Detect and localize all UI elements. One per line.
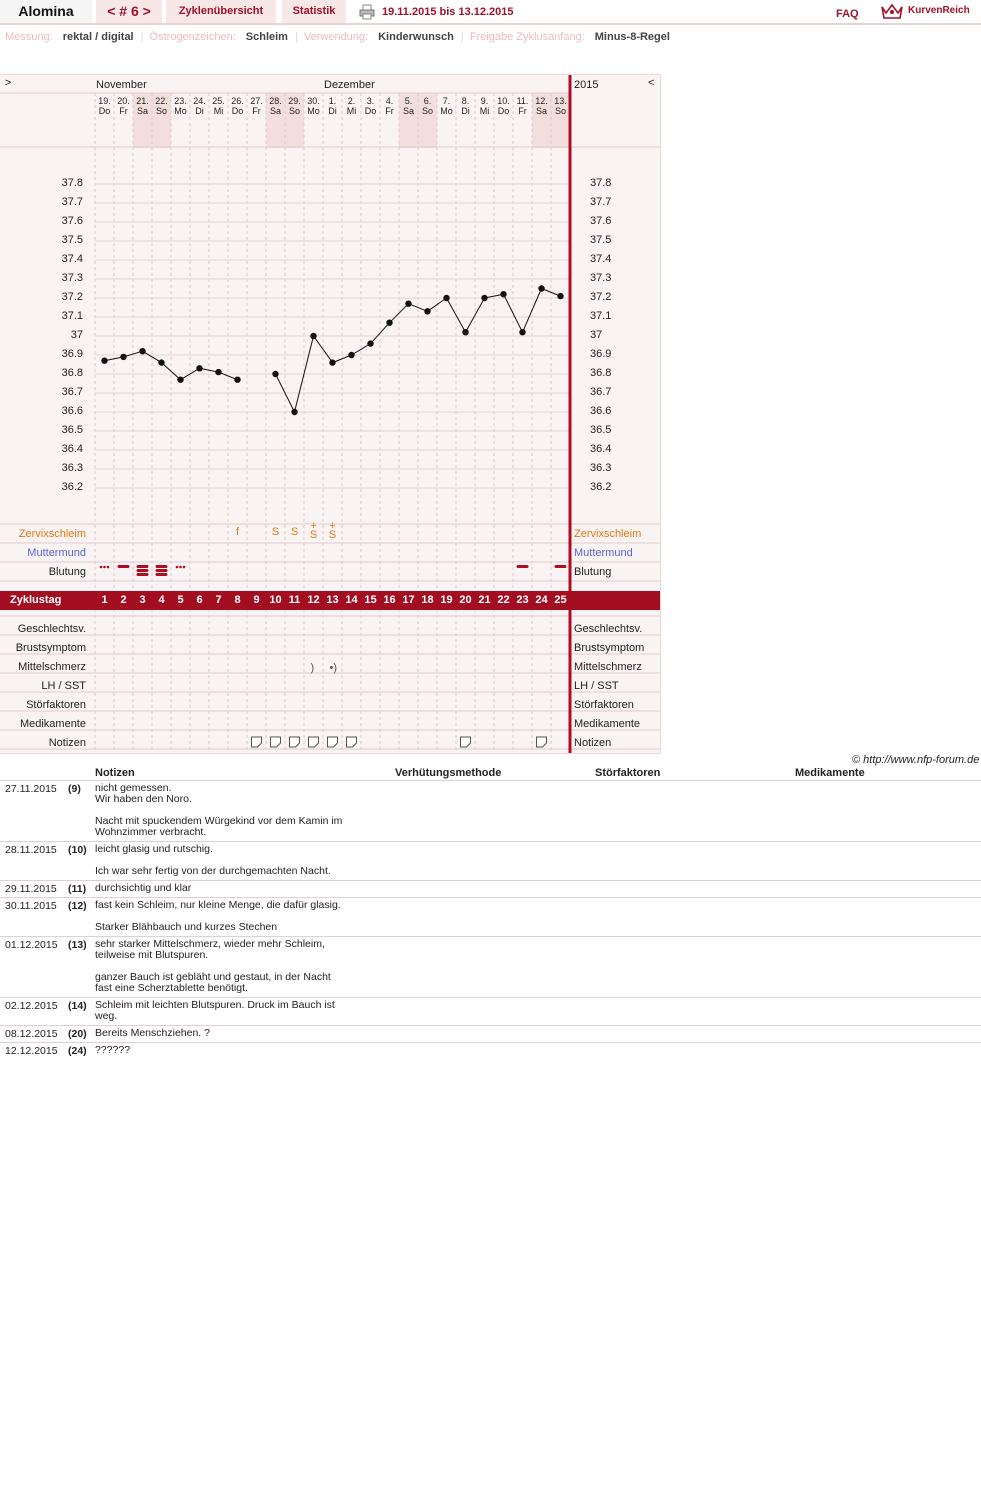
note-icon (328, 737, 338, 747)
day-label: 10. Do (497, 96, 510, 116)
cycle-day-number: 18 (421, 594, 434, 606)
temperature-point (386, 320, 392, 326)
note-cycle-day: (11) (68, 883, 87, 895)
notizen-label: Notizen (48, 737, 86, 749)
zervix-mark: + S (328, 520, 337, 541)
chart-canvas (0, 75, 660, 753)
note-row (0, 780, 981, 842)
date-range: 19.11.2015 bis 13.12.2015 (382, 6, 514, 18)
temperature-point (405, 301, 411, 307)
note-icon (347, 737, 357, 747)
cycle-day-number: 16 (383, 594, 396, 606)
y-tick-left: 37.8 (61, 177, 83, 189)
bleeding-light (118, 565, 130, 568)
temperature-point (481, 295, 487, 301)
bleeding-heavy (156, 565, 168, 568)
printer-icon[interactable] (359, 4, 375, 20)
bleeding-heavy (156, 569, 168, 572)
note-date: 01.12.2015 (5, 939, 58, 951)
day-label: 2. Mi (346, 96, 357, 116)
y-tick-left: 37.2 (61, 291, 83, 303)
cycle-day-number: 2 (120, 594, 127, 606)
note-text: nicht gemessen. Wir haben den Noro. Nacht mit spuckendem Würgekind vor dem Kamin im Wohnzimmer verbracht. (95, 782, 343, 838)
day-label: 6. So (421, 96, 433, 116)
note-icon (309, 737, 319, 747)
day-label: 26. Do (231, 96, 244, 116)
y-tick-left: 36.7 (61, 386, 83, 398)
note-text: sehr starker Mittelschmerz, wieder mehr Schleim, teilweise mit Blutspuren. ganzer Bauch ist gebläht und gestaut, in der Nacht fast eine Scherztablette benötigt. (95, 938, 331, 994)
note-cycle-day: (12) (68, 900, 87, 912)
next-cycle-arrow[interactable]: < (648, 77, 655, 89)
y-tick-right: 37.5 (590, 234, 612, 246)
y-tick-right: 37 (590, 329, 603, 341)
note-text: leicht glasig und rutschig. Ich war sehr fertig von der durchgemachten Nacht. (95, 843, 331, 877)
bleeding-heavy (137, 569, 149, 572)
day-label: 9. Mi (479, 96, 490, 116)
copyright: © http://www.nfp-forum.de (852, 754, 980, 766)
note-text: Schleim mit leichten Blutspuren. Druck im Bauch ist weg. (95, 999, 335, 1022)
temperature-point (348, 352, 354, 358)
day-label: 23. Mo (174, 96, 187, 116)
cycle-day-number: 4 (158, 594, 165, 606)
day-label: 7. Mo (440, 96, 453, 116)
stoer-label-right: Störfaktoren (574, 699, 634, 711)
note-date: 02.12.2015 (5, 1000, 58, 1012)
temperature-point (329, 359, 335, 365)
mittel-label: Mittelschmerz (18, 661, 86, 673)
bleeding-spotting (176, 566, 179, 569)
note-icon (290, 737, 300, 747)
cycle-day-number: 6 (196, 594, 203, 606)
cycle-day-number: 12 (307, 594, 320, 606)
month-december: Dezember (324, 79, 375, 91)
y-tick-right: 37.3 (590, 272, 612, 284)
bleeding-heavy (137, 565, 149, 568)
note-row (0, 880, 981, 898)
cycle-day-number: 7 (215, 594, 222, 606)
y-tick-left: 37.6 (61, 215, 83, 227)
y-tick-right: 36.9 (590, 348, 612, 360)
note-date: 08.12.2015 (5, 1028, 58, 1040)
note-date: 30.11.2015 (5, 900, 57, 912)
zervix-mark: S (290, 526, 299, 538)
cycle-day-number: 23 (516, 594, 529, 606)
y-tick-right: 37.2 (590, 291, 612, 303)
day-label: 21. Sa (136, 96, 149, 116)
temperature-point (538, 285, 544, 291)
stoer-label: Störfaktoren (26, 699, 86, 711)
year-label: 2015 (574, 79, 599, 91)
messung-label: Messung: (5, 31, 53, 43)
day-label: 20. Fr (117, 96, 130, 116)
medi-label: Medikamente (19, 718, 86, 730)
temperature-line (523, 289, 542, 333)
geschlecht-label-right: Geschlechtsv. (574, 623, 643, 635)
y-tick-left: 36.5 (61, 424, 83, 436)
note-icon (271, 737, 281, 747)
blutung-label: Blutung (48, 566, 86, 578)
freigabe-label: Freigabe Zyklusanfang: (469, 31, 585, 43)
verwendung-value: Kinderwunsch (378, 31, 454, 43)
day-label: 22. So (155, 96, 168, 116)
y-tick-left: 36.8 (61, 367, 83, 379)
note-text: fast kein Schleim, nur kleine Menge, die dafür glasig. Starker Blähbauch und kurzes Stechen (95, 899, 341, 933)
y-tick-right: 37.8 (590, 177, 612, 189)
y-tick-right: 36.2 (590, 481, 612, 493)
temperature-line (390, 304, 409, 323)
note-icon (461, 737, 471, 747)
y-tick-right: 36.3 (590, 462, 612, 474)
bleeding-heavy (156, 573, 168, 576)
cycle-day-number: 9 (253, 594, 260, 606)
faq-link[interactable]: FAQ (836, 8, 859, 20)
cycle-day-number: 8 (234, 594, 241, 606)
day-label: 12. Sa (535, 96, 548, 116)
cycle-day-number: 20 (459, 594, 472, 606)
blutung-label-right: Blutung (574, 566, 612, 578)
y-tick-right: 37.4 (590, 253, 612, 265)
user-name: Alomina (0, 0, 92, 23)
medi-label-right: Medikamente (574, 718, 641, 730)
note-date: 28.11.2015 (5, 844, 57, 856)
temperature-point (234, 377, 240, 383)
brust-label-right: Brustsymptom (574, 642, 645, 654)
cycle-day-number: 5 (177, 594, 184, 606)
tab-statistics[interactable]: Statistik (282, 0, 346, 23)
cycle-day-number: 11 (288, 594, 301, 606)
bleeding-spotting (183, 566, 186, 569)
note-row (0, 1042, 981, 1060)
y-tick-left: 37.7 (61, 196, 83, 208)
cycle-day-number: 22 (497, 594, 510, 606)
temperature-point (500, 291, 506, 297)
note-date: 27.11.2015 (5, 783, 57, 795)
note-row (0, 997, 981, 1026)
note-date: 29.11.2015 (5, 883, 57, 895)
zyklustag-label: Zyklustag (10, 594, 62, 606)
day-label: 27. Fr (250, 96, 263, 116)
tab-cycle-overview[interactable]: Zyklenübersicht (166, 0, 276, 23)
zervix-label-right: Zervixschleim (574, 528, 642, 540)
temperature-point (424, 308, 430, 314)
day-label: 5. Sa (402, 96, 414, 116)
top-divider (0, 23, 981, 25)
note-icon (537, 737, 547, 747)
temperature-point (196, 365, 202, 371)
bleeding-light (555, 565, 567, 568)
temperature-point (367, 340, 373, 346)
y-tick-right: 36.7 (590, 386, 612, 398)
note-text: durchsichtig und klar (95, 882, 192, 894)
bleeding-spotting (179, 566, 182, 569)
day-label: 24. Di (193, 96, 206, 116)
month-november: November (96, 79, 147, 91)
temperature-point (158, 359, 164, 365)
notes-header-notizen: Notizen (95, 767, 135, 779)
day-label: 13. So (554, 96, 567, 116)
note-text: Bereits Menschziehen. ? (95, 1027, 210, 1039)
bleeding-spotting (103, 566, 106, 569)
messung-value: rektal / digital (62, 31, 134, 43)
day-label: 28. Sa (269, 96, 282, 116)
notes-header-medikamente: Medikamente (795, 767, 865, 779)
cycle-day-number: 10 (269, 594, 282, 606)
note-row (0, 1025, 981, 1043)
top-bar (0, 0, 981, 25)
note-row (0, 841, 981, 881)
oestrogen-value: Schleim (245, 31, 288, 43)
cycle-day-number: 24 (535, 594, 548, 606)
temperature-point (215, 369, 221, 375)
temperature-point (139, 348, 145, 354)
temperature-point (519, 329, 525, 335)
y-tick-right: 37.6 (590, 215, 612, 227)
y-tick-left: 36.3 (61, 462, 83, 474)
mittelschmerz-mark: ) (310, 662, 315, 674)
temperature-point (177, 377, 183, 383)
day-label: 1. Di (328, 96, 337, 116)
muttermund-label: Muttermund (27, 547, 86, 559)
y-tick-right: 36.6 (590, 405, 612, 417)
day-label: 4. Fr (385, 96, 394, 116)
y-tick-left: 36.6 (61, 405, 83, 417)
cycle-day-number: 15 (364, 594, 377, 606)
note-cycle-day: (14) (68, 1000, 87, 1012)
note-icon (252, 737, 262, 747)
y-tick-left: 37.3 (61, 272, 83, 284)
bleeding-heavy (137, 573, 149, 576)
geschlecht-label: Geschlechtsv. (17, 623, 86, 635)
brust-label: Brustsymptom (15, 642, 86, 654)
note-cycle-day: (13) (68, 939, 87, 951)
y-tick-right: 37.1 (590, 310, 612, 322)
y-tick-left: 37.1 (61, 310, 83, 322)
oestrogen-label: Östrogenzeichen: (149, 31, 236, 43)
logo[interactable] (880, 1, 980, 21)
day-label: 3. Do (364, 96, 377, 116)
cycle-switcher[interactable]: < # 6 > (96, 0, 162, 23)
cycle-day-number: 1 (101, 594, 108, 606)
y-tick-left: 36.9 (61, 348, 83, 360)
day-label: 19. Do (98, 96, 111, 116)
note-cycle-day: (10) (68, 844, 87, 856)
lh-label-right: LH / SST (574, 680, 619, 692)
y-tick-left: 36.4 (61, 443, 83, 455)
day-label: 25. Mi (212, 96, 225, 116)
temperature-point (443, 295, 449, 301)
notes-header-stoerfaktoren: Störfaktoren (595, 767, 661, 779)
y-tick-right: 37.7 (590, 196, 612, 208)
bleeding-spotting (107, 566, 110, 569)
cycle-meta: Messung: rektal / digital | Östrogenzeichen: Schleim | Verwendung: Kinderwunsch | Freigabe Zyklusanfang: Minus-8-Regel (5, 31, 670, 43)
zervix-label: Zervixschleim (18, 528, 86, 540)
cycle-day-number: 19 (440, 594, 453, 606)
notes-header-verhuetung: Verhütungsmethode (395, 767, 502, 779)
cycle-day-number: 3 (139, 594, 146, 606)
lh-label: LH / SST (41, 680, 86, 692)
bleeding-light (517, 565, 529, 568)
temperature-point (310, 333, 316, 339)
note-cycle-day: (20) (68, 1028, 87, 1040)
day-label: 29. So (288, 96, 301, 116)
freigabe-value: Minus-8-Regel (594, 31, 670, 43)
day-label: 30. Mo (307, 96, 320, 116)
note-row (0, 897, 981, 937)
cycle-day-number: 25 (554, 594, 567, 606)
note-row (0, 936, 981, 998)
mittel-label-right: Mittelschmerz (574, 661, 642, 673)
temperature-point (557, 293, 563, 299)
logo-text: KurvenReich (908, 5, 970, 16)
muttermund-label-right: Muttermund (574, 547, 633, 559)
y-tick-left: 37 (70, 329, 83, 341)
y-tick-right: 36.8 (590, 367, 612, 379)
zervix-mark: + S (309, 520, 318, 541)
cycle-day-number: 13 (326, 594, 339, 606)
day-label: 11. Fr (516, 96, 529, 116)
zervix-mark: S (271, 526, 280, 538)
cycle-day-bar (0, 591, 660, 610)
note-cycle-day: (24) (68, 1045, 87, 1057)
y-tick-left: 37.4 (61, 253, 83, 265)
cycle-chart (0, 75, 660, 753)
y-tick-right: 36.4 (590, 443, 612, 455)
day-label: 8. Di (461, 96, 470, 116)
notizen-label-right: Notizen (574, 737, 612, 749)
zervix-mark: f (235, 526, 240, 538)
note-date: 12.12.2015 (5, 1045, 58, 1057)
mittelschmerz-mark: •) (329, 662, 338, 674)
temperature-point (291, 409, 297, 415)
y-tick-right: 36.5 (590, 424, 612, 436)
verwendung-label: Verwendung: (303, 31, 369, 43)
bleeding-spotting (100, 566, 103, 569)
y-tick-left: 36.2 (61, 481, 83, 493)
y-tick-left: 37.5 (61, 234, 83, 246)
cycle-day-number: 14 (345, 594, 358, 606)
temperature-point (101, 358, 107, 364)
prev-cycle-arrow[interactable]: > (5, 77, 12, 89)
crown-icon (880, 1, 904, 21)
cycle-day-number: 21 (478, 594, 491, 606)
cycle-day-number: 17 (402, 594, 415, 606)
temperature-point (462, 329, 468, 335)
temperature-point (120, 354, 126, 360)
note-cycle-day: (9) (68, 783, 81, 795)
temperature-point (272, 371, 278, 377)
note-text: ?????? (95, 1044, 131, 1056)
